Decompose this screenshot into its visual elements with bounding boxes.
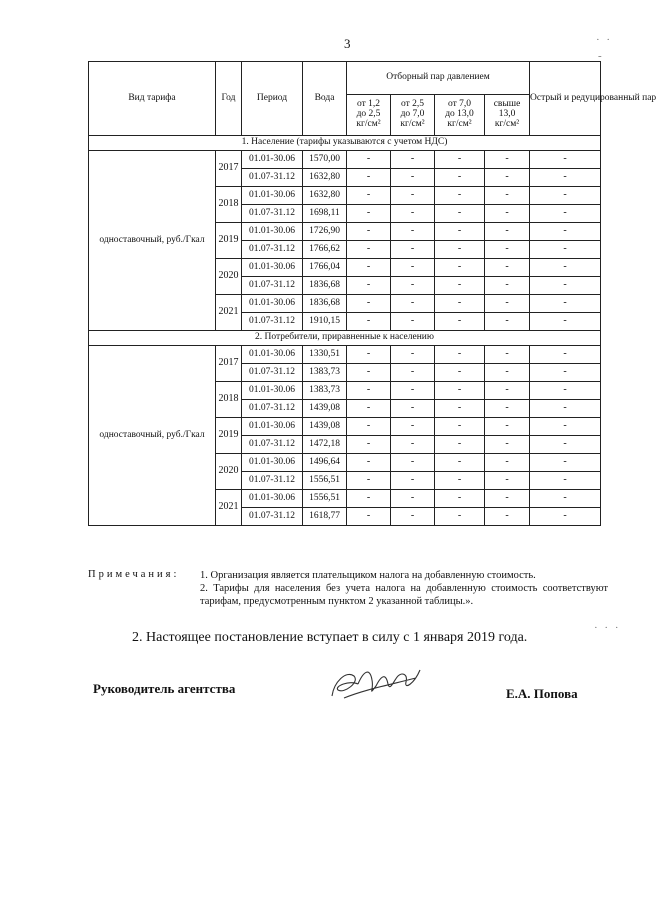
empty-value-cell: - <box>435 400 485 418</box>
empty-value-cell: - <box>530 241 601 259</box>
empty-value-cell: - <box>530 259 601 277</box>
table-row <box>89 346 601 364</box>
empty-value-cell: - <box>435 454 485 472</box>
empty-value-cell: - <box>485 313 530 331</box>
empty-value-cell: - <box>485 454 530 472</box>
empty-value-cell: - <box>485 277 530 295</box>
empty-value-cell: - <box>435 418 485 436</box>
water-tariff-cell: 1910,15 <box>303 313 347 331</box>
empty-value-cell: - <box>347 151 391 169</box>
water-tariff-cell: 1330,51 <box>303 346 347 364</box>
signatory-title: Руководитель агентства <box>93 681 236 696</box>
empty-value-cell: - <box>485 382 530 400</box>
empty-value-cell: - <box>347 313 391 331</box>
year-cell: 2018 <box>216 187 242 223</box>
empty-value-cell: - <box>391 490 435 508</box>
empty-value-cell: - <box>347 382 391 400</box>
empty-value-cell: - <box>435 223 485 241</box>
empty-value-cell: - <box>435 472 485 490</box>
empty-value-cell: - <box>391 169 435 187</box>
empty-value-cell: - <box>391 454 435 472</box>
empty-value-cell: - <box>485 295 530 313</box>
period-cell: 01.01-30.06 <box>242 490 303 508</box>
empty-value-cell: - <box>391 418 435 436</box>
empty-value-cell: - <box>530 151 601 169</box>
empty-value-cell: - <box>391 205 435 223</box>
empty-value-cell: - <box>347 364 391 382</box>
water-tariff-cell: 1618,77 <box>303 508 347 526</box>
empty-value-cell: - <box>530 490 601 508</box>
notes-label: Примечания: <box>88 569 180 580</box>
empty-value-cell: - <box>391 313 435 331</box>
year-cell: 2021 <box>216 490 242 526</box>
period-cell: 01.07-31.12 <box>242 508 303 526</box>
year-cell: 2020 <box>216 259 242 295</box>
period-cell: 01.07-31.12 <box>242 436 303 454</box>
empty-value-cell: - <box>347 400 391 418</box>
empty-value-cell: - <box>347 205 391 223</box>
empty-value-cell: - <box>391 364 435 382</box>
empty-value-cell: - <box>391 400 435 418</box>
empty-value-cell: - <box>485 187 530 205</box>
period-cell: 01.01-30.06 <box>242 418 303 436</box>
empty-value-cell: - <box>435 313 485 331</box>
header-tariff-type: Вид тарифа <box>89 62 216 136</box>
empty-value-cell: - <box>347 223 391 241</box>
empty-value-cell: - <box>347 187 391 205</box>
empty-value-cell: - <box>530 508 601 526</box>
empty-value-cell: - <box>435 295 485 313</box>
empty-value-cell: - <box>391 295 435 313</box>
empty-value-cell: - <box>530 346 601 364</box>
header-steam-3: от 7,0 до 13,0 кг/см² <box>435 95 485 136</box>
scan-mark: · · <box>596 34 613 46</box>
empty-value-cell: - <box>347 418 391 436</box>
empty-value-cell: - <box>435 490 485 508</box>
section-row <box>89 136 601 151</box>
decree-text: 2. Настоящее постановление вступает в силу с 1 января 2019 года. <box>132 630 528 645</box>
water-tariff-cell: 1439,08 <box>303 400 347 418</box>
period-cell: 01.01-30.06 <box>242 187 303 205</box>
empty-value-cell: - <box>347 241 391 259</box>
empty-value-cell: - <box>530 187 601 205</box>
empty-value-cell: - <box>485 508 530 526</box>
header-steam-4: свыше 13,0 кг/см² <box>485 95 530 136</box>
empty-value-cell: - <box>530 418 601 436</box>
water-tariff-cell: 1698,11 <box>303 205 347 223</box>
empty-value-cell: - <box>485 364 530 382</box>
empty-value-cell: - <box>391 508 435 526</box>
signatory-name: Е.А. Попова <box>506 686 578 701</box>
empty-value-cell: - <box>391 241 435 259</box>
empty-value-cell: - <box>391 259 435 277</box>
empty-value-cell: - <box>435 508 485 526</box>
year-cell: 2019 <box>216 223 242 259</box>
header-steam-group: Отборный пар давлением <box>347 62 530 95</box>
water-tariff-cell: 1556,51 <box>303 472 347 490</box>
empty-value-cell: - <box>485 490 530 508</box>
year-cell: 2020 <box>216 454 242 490</box>
empty-value-cell: - <box>485 241 530 259</box>
empty-value-cell: - <box>485 151 530 169</box>
empty-value-cell: - <box>347 295 391 313</box>
table-row <box>89 151 601 169</box>
water-tariff-cell: 1766,62 <box>303 241 347 259</box>
empty-value-cell: - <box>391 382 435 400</box>
empty-value-cell: - <box>347 277 391 295</box>
empty-value-cell: - <box>530 400 601 418</box>
header-steam-1: от 1,2 до 2,5 кг/см² <box>347 95 391 136</box>
empty-value-cell: - <box>435 346 485 364</box>
water-tariff-cell: 1383,73 <box>303 382 347 400</box>
empty-value-cell: - <box>435 277 485 295</box>
water-tariff-cell: 1632,80 <box>303 169 347 187</box>
empty-value-cell: - <box>347 436 391 454</box>
period-cell: 01.01-30.06 <box>242 346 303 364</box>
water-tariff-cell: 1836,68 <box>303 277 347 295</box>
empty-value-cell: - <box>435 436 485 454</box>
water-tariff-cell: 1556,51 <box>303 490 347 508</box>
period-cell: 01.01-30.06 <box>242 454 303 472</box>
empty-value-cell: - <box>530 295 601 313</box>
empty-value-cell: - <box>485 169 530 187</box>
empty-value-cell: - <box>530 205 601 223</box>
period-cell: 01.07-31.12 <box>242 364 303 382</box>
empty-value-cell: - <box>391 436 435 454</box>
tariff-table <box>88 61 656 526</box>
empty-value-cell: - <box>530 364 601 382</box>
empty-value-cell: - <box>391 472 435 490</box>
empty-value-cell: - <box>530 313 601 331</box>
empty-value-cell: - <box>530 454 601 472</box>
empty-value-cell: - <box>485 418 530 436</box>
year-cell: 2019 <box>216 418 242 454</box>
empty-value-cell: - <box>530 472 601 490</box>
empty-value-cell: - <box>485 346 530 364</box>
page-number: 3 <box>344 36 351 51</box>
empty-value-cell: - <box>391 277 435 295</box>
empty-value-cell: - <box>530 169 601 187</box>
water-tariff-cell: 1383,73 <box>303 364 347 382</box>
empty-value-cell: - <box>347 346 391 364</box>
header-acute-steam: Острый и редуцированный пар <box>530 62 601 136</box>
period-cell: 01.07-31.12 <box>242 472 303 490</box>
section-title: 1. Население (тарифы указываются с учетом НДС) <box>89 136 601 151</box>
period-cell: 01.07-31.12 <box>242 169 303 187</box>
tariff-type-cell: одноставочный, руб./Гкал <box>89 346 216 526</box>
empty-value-cell: - <box>485 436 530 454</box>
water-tariff-cell: 1836,68 <box>303 295 347 313</box>
scan-mark: - <box>598 50 604 62</box>
water-tariff-cell: 1496,64 <box>303 454 347 472</box>
header-period: Период <box>242 62 303 136</box>
header-steam-2: от 2,5 до 7,0 кг/см² <box>391 95 435 136</box>
note-item: 1. Организация является плательщиком налога на добавленную стоимость. <box>200 570 536 581</box>
note-item: 2. Тарифы для населения без учета налога на добавленную стоимость соответствуют тарифам, предусмотренным пунктом 2 указанной таблицы.». <box>200 583 608 607</box>
period-cell: 01.07-31.12 <box>242 400 303 418</box>
section-title: 2. Потребители, приравненные к населению <box>89 331 601 346</box>
handwritten-signature <box>324 660 424 713</box>
header-year: Год <box>216 62 242 136</box>
empty-value-cell: - <box>347 472 391 490</box>
water-tariff-cell: 1726,90 <box>303 223 347 241</box>
empty-value-cell: - <box>347 508 391 526</box>
water-tariff-cell: 1570,00 <box>303 151 347 169</box>
empty-value-cell: - <box>391 346 435 364</box>
period-cell: 01.07-31.12 <box>242 205 303 223</box>
year-cell: 2021 <box>216 295 242 331</box>
empty-value-cell: - <box>530 223 601 241</box>
empty-value-cell: - <box>485 205 530 223</box>
water-tariff-cell: 1439,08 <box>303 418 347 436</box>
empty-value-cell: - <box>391 151 435 169</box>
empty-value-cell: - <box>485 223 530 241</box>
empty-value-cell: - <box>391 223 435 241</box>
empty-value-cell: - <box>391 187 435 205</box>
empty-value-cell: - <box>485 259 530 277</box>
year-cell: 2017 <box>216 346 242 382</box>
tariff-type-cell: одноставочный, руб./Гкал <box>89 151 216 331</box>
empty-value-cell: - <box>530 436 601 454</box>
period-cell: 01.01-30.06 <box>242 382 303 400</box>
period-cell: 01.01-30.06 <box>242 295 303 313</box>
empty-value-cell: - <box>347 169 391 187</box>
scan-mark: · · · <box>594 622 621 634</box>
empty-value-cell: - <box>485 472 530 490</box>
water-tariff-cell: 1632,80 <box>303 187 347 205</box>
water-tariff-cell: 1472,18 <box>303 436 347 454</box>
empty-value-cell: - <box>347 490 391 508</box>
empty-value-cell: - <box>435 169 485 187</box>
empty-value-cell: - <box>435 259 485 277</box>
empty-value-cell: - <box>347 454 391 472</box>
water-tariff-cell: 1766,04 <box>303 259 347 277</box>
period-cell: 01.07-31.12 <box>242 277 303 295</box>
section-row <box>89 331 601 346</box>
empty-value-cell: - <box>485 400 530 418</box>
header-water: Вода <box>303 62 347 136</box>
empty-value-cell: - <box>435 151 485 169</box>
empty-value-cell: - <box>435 205 485 223</box>
period-cell: 01.07-31.12 <box>242 241 303 259</box>
empty-value-cell: - <box>347 259 391 277</box>
period-cell: 01.01-30.06 <box>242 259 303 277</box>
year-cell: 2018 <box>216 382 242 418</box>
period-cell: 01.01-30.06 <box>242 223 303 241</box>
empty-value-cell: - <box>435 241 485 259</box>
empty-value-cell: - <box>530 277 601 295</box>
empty-value-cell: - <box>530 382 601 400</box>
period-cell: 01.07-31.12 <box>242 313 303 331</box>
period-cell: 01.01-30.06 <box>242 151 303 169</box>
empty-value-cell: - <box>435 364 485 382</box>
empty-value-cell: - <box>435 382 485 400</box>
empty-value-cell: - <box>435 187 485 205</box>
year-cell: 2017 <box>216 151 242 187</box>
